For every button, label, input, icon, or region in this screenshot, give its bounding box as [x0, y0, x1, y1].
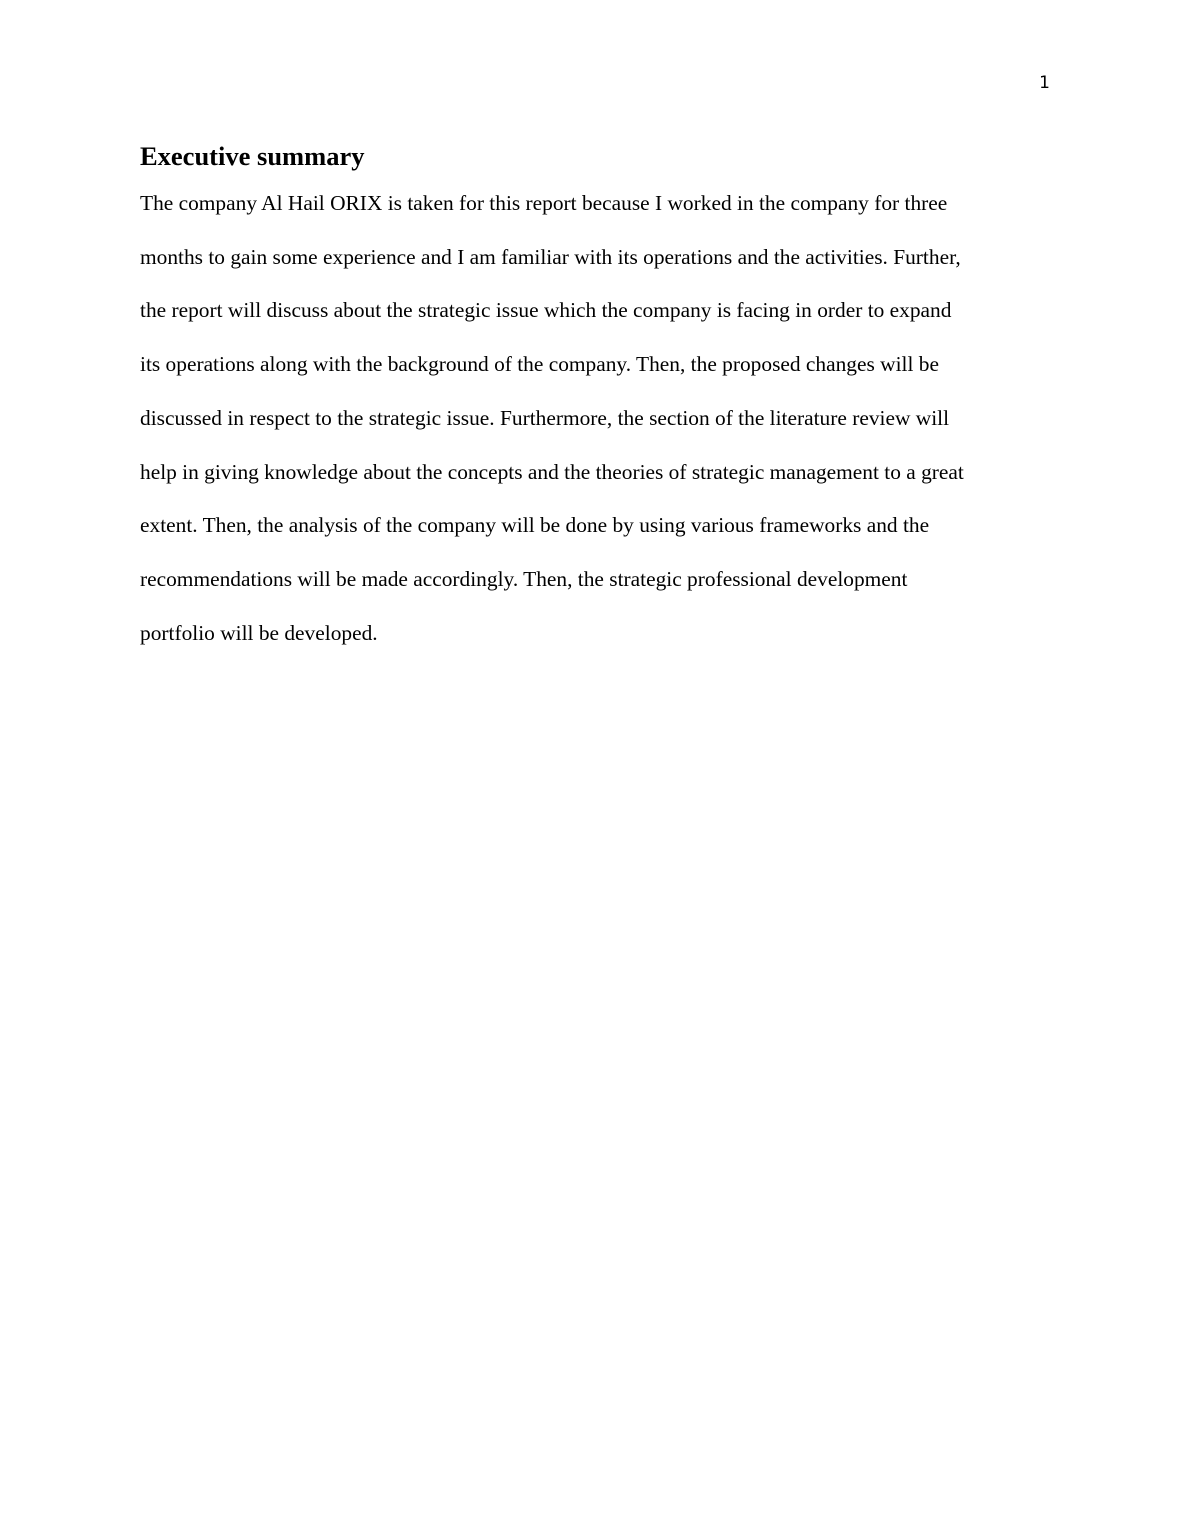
paragraph-line: the report will discuss about the strategic issue which the company is facing in order to expand [140, 298, 952, 323]
page-number: 1 [1039, 73, 1050, 93]
executive-summary-paragraph [140, 177, 1045, 660]
paragraph-line: its operations along with the background of the company. Then, the proposed changes will be [140, 352, 939, 377]
paragraph-line: portfolio will be developed. [140, 620, 378, 645]
paragraph-line: The company Al Hail ORIX is taken for this report because I worked in the company for three [140, 191, 948, 215]
section-heading: Executive summary [140, 141, 365, 171]
paragraph-line: months to gain some experience and I am familiar with its operations and the activities. Further, [140, 244, 961, 269]
paragraph-line: recommendations will be made accordingly. Then, the strategic professional development [140, 566, 908, 591]
paragraph-line: help in giving knowledge about the concepts and the theories of strategic management to a great [140, 459, 964, 484]
paragraph-line: extent. Then, the analysis of the company will be done by using various frameworks and the [140, 513, 930, 538]
paragraph-line: discussed in respect to the strategic issue. Furthermore, the section of the literature review will [140, 405, 950, 430]
